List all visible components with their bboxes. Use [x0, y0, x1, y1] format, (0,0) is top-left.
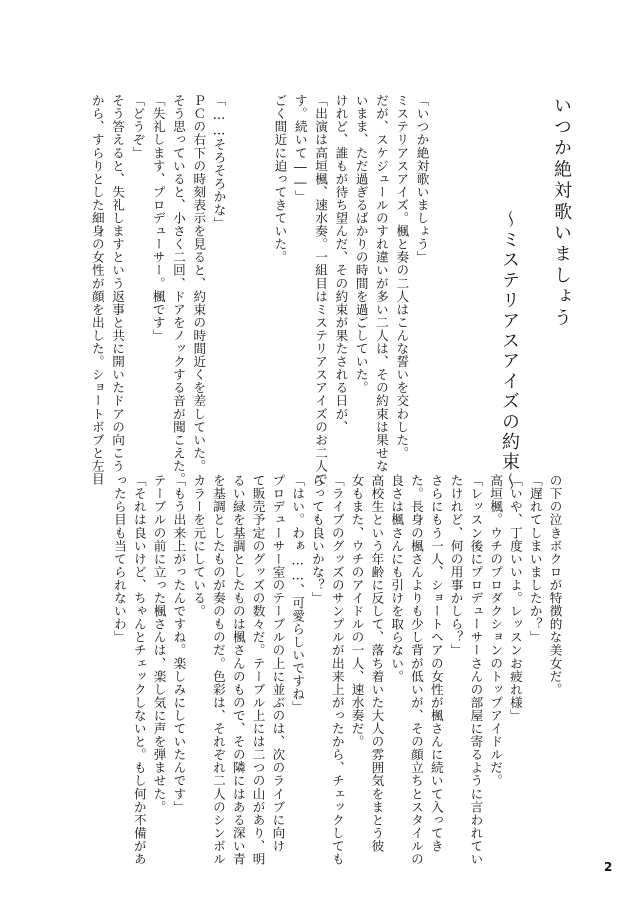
text-line: を基調としたものが奏のものだ。色彩は、それぞれ二人のシンボル: [210, 474, 226, 866]
text-line: さらにもう一人、ショートヘアの女性が楓さんに続いて入ってき: [428, 474, 444, 853]
text-line: 「それは良いけど、ちゃんとチェックしないと。もし何か不備があ: [131, 474, 147, 866]
text-line: 「……そろそろかな」: [211, 94, 227, 230]
text-line: だが、スケジュールのすれ違いが多い二人は、その約束は果せな: [373, 94, 389, 473]
text-line: ＰＣの右下の時刻表示を見ると、約束の時間近くを差していた。: [191, 94, 207, 473]
text-line: 女もまた、ウチのアイドルの一人、速水奏だ。: [349, 474, 365, 749]
text-line: 「もう出来上がったんですね。楽しみにしていたんです」: [171, 474, 187, 814]
text-line: そう思っていると、小さく二回、ドアをノックする音が聞こえた。: [170, 94, 186, 486]
text-line: 高垣楓。ウチのプロダクションのトップアイドルだ。: [488, 474, 504, 788]
text-line: 「失礼します、プロデューサー。楓です」: [150, 94, 166, 342]
text-line: 「出演は高垣楓、速水奏。一組目はミステリアスアイズのお二人で: [313, 94, 329, 486]
text-line: 「はい。わぁ……、可愛らしいですね」: [290, 474, 306, 714]
page-subtitle: ～ミステリアスアイズの約束～: [499, 210, 520, 493]
text-line: から、すらりとした細身の女性が顔を出した。ショートボブと左目: [89, 94, 105, 486]
text-line: ごく間近に迫ってきていた。: [272, 94, 288, 264]
text-line: ったら目も当てられないわ」: [111, 474, 127, 644]
text-line: いまま、ただ過ぎるばかりの時間を過ごしていた。: [353, 94, 369, 395]
text-line: 「いつか絶対歌いましょう」: [414, 94, 430, 264]
text-line: た。長身の楓さんよりも少し背が低いが、その顔立ちとスタイルの: [408, 474, 424, 866]
text-line: す。続いて――」: [292, 94, 308, 204]
text-line: 「遅れてしまいましたか？」: [527, 474, 543, 644]
text-line: けれど、誰もが待ち望んだ、その約束が果たされる日が、: [333, 94, 349, 434]
text-line: の下の泣きボクロが特徴的な美女だ。: [547, 474, 563, 696]
text-line: らっても良いかな？」: [309, 474, 325, 605]
text-line: テーブルの前に立った楓さんは、楽し気に声を弾ませた。: [151, 474, 167, 814]
text-line: 良さは楓さんにも引けを取らない。: [389, 474, 405, 683]
text-line: 「レッスン後にプロデューサーさんの部屋に寄るように言われてい: [468, 474, 484, 866]
text-line: 高校生という年齢に反して、落ち着いた大人の雰囲気をまとう彼: [369, 474, 385, 853]
text-line: たけれど、何の用事かしら？」: [448, 474, 464, 657]
text-line: 「どうぞ」: [130, 94, 146, 160]
text-line: 「いや、丁度いいよ。レッスンお疲れ様」: [507, 474, 523, 722]
text-line: プロデューサー室のテーブルの上に並ぶのは、次のライブに向け: [270, 474, 286, 853]
text-line: そう答えると、失礼しますという返事と共に開いたドアの向こう: [110, 94, 126, 473]
text-line: て販売予定のグッズの数々だ。テーブル上には二つの山があり、明: [250, 474, 266, 866]
text-line: るい緑を基調としたものは楓さんのもので、その隣にはある深い青: [230, 474, 246, 866]
text-line: カラーを元にしている。: [191, 474, 207, 618]
page-title: いつか絶対歌いましょう: [551, 96, 572, 330]
text-line: ミステリアスアイズ。楓と奏の二人はこんな誓いを交わした。: [394, 94, 410, 460]
page-number: 2: [604, 860, 613, 874]
text-line: 「ライブのグッズのサンプルが出来上がったから、チェックしても: [329, 474, 345, 866]
